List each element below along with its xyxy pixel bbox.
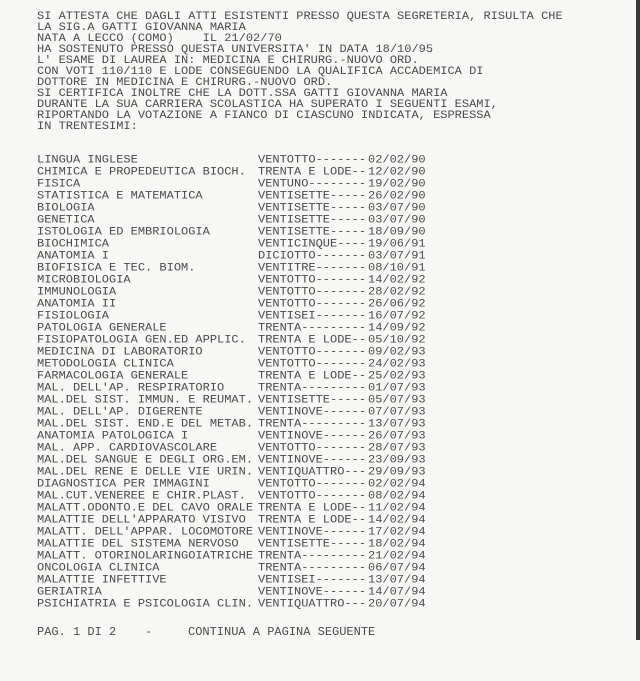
exam-grade: VENTOTTO------- bbox=[258, 357, 367, 371]
certificate-intro bbox=[37, 12, 563, 133]
exam-name: ISTOLOGIA ED EMBRIOLOGIA bbox=[37, 225, 210, 239]
intro-line: NATA A LECCO (COMO) IL 21/02/70 bbox=[37, 32, 282, 45]
intro-line: HA SOSTENUTO PRESSO QUESTA UNIVERSITA' IN DATA 18/10/95 bbox=[37, 43, 434, 56]
intro-line: LA SIG.A GATTI GIOVANNA MARIA bbox=[37, 21, 246, 34]
exam-date: 06/07/94 bbox=[368, 561, 426, 575]
exam-date: 28/07/93 bbox=[368, 441, 426, 455]
exam-grade: VENTISETTE----- bbox=[258, 225, 367, 239]
exam-grade: TRENTA--------- bbox=[258, 321, 367, 335]
exam-date: 26/07/93 bbox=[368, 429, 426, 443]
exam-date: 01/07/93 bbox=[368, 381, 426, 395]
intro-line: DURANTE LA SUA CARRIERA SCOLASTICA HA SUPERATO I SEGUENTI ESAMI, bbox=[37, 98, 498, 111]
exam-name: BIOLOGIA bbox=[37, 201, 95, 215]
exam-name: FISIOLOGIA bbox=[37, 309, 110, 323]
exam-name: MAL.DEL SANGUE E DEGLI ORG.EM. bbox=[37, 453, 254, 467]
exam-grade: VENTISETTE----- bbox=[258, 393, 367, 407]
exam-name: FISIOPATOLOGIA GEN.ED APPLIC. bbox=[37, 333, 246, 347]
exam-name: BIOCHIMICA bbox=[37, 237, 110, 251]
exam-grade: VENTINOVE------ bbox=[258, 525, 367, 539]
exam-grade: VENTISEI------- bbox=[258, 573, 367, 587]
exam-date: 13/07/94 bbox=[368, 573, 426, 587]
exam-name: MAL. DELL'AP. RESPIRATORIO bbox=[37, 381, 225, 395]
exam-grade: VENTOTTO------- bbox=[258, 345, 367, 359]
exam-grade: VENTINOVE------ bbox=[258, 585, 367, 599]
exam-grade: VENTISETTE----- bbox=[258, 189, 367, 203]
exam-date: 21/02/94 bbox=[368, 549, 426, 563]
exam-date: 20/07/94 bbox=[368, 597, 426, 611]
exam-date: 03/07/91 bbox=[368, 249, 426, 263]
exam-name: MAL.CUT.VENEREE E CHIR.PLAST. bbox=[37, 489, 246, 503]
exam-grade: VENTOTTO------- bbox=[258, 285, 367, 299]
exam-date: 14/07/94 bbox=[368, 585, 426, 599]
exam-name: GERIATRIA bbox=[37, 585, 102, 599]
exam-grade: VENTIQUATTRO--- bbox=[258, 597, 367, 611]
exam-grade: VENTOTTO------- bbox=[258, 153, 367, 167]
exam-date: 11/02/94 bbox=[368, 501, 426, 515]
exam-date: 07/07/93 bbox=[368, 405, 426, 419]
exam-grade: VENTINOVE------ bbox=[258, 453, 367, 467]
exam-grade: VENTOTTO------- bbox=[258, 273, 367, 287]
exam-name: MAL. DELL'AP. DIGERENTE bbox=[37, 405, 203, 419]
exam-name: METODOLOGIA CLINICA bbox=[37, 357, 174, 371]
exam-name: GENETICA bbox=[37, 213, 95, 227]
exam-grade: TRENTA E LODE-- bbox=[258, 513, 367, 527]
exam-name: PATOLOGIA GENERALE bbox=[37, 321, 167, 335]
exam-date: 05/07/93 bbox=[368, 393, 426, 407]
footer-dash: - bbox=[145, 625, 153, 639]
exam-grade: TRENTA E LODE-- bbox=[258, 501, 367, 515]
exam-grade: TRENTA E LODE-- bbox=[258, 333, 367, 347]
exam-date: 24/02/93 bbox=[368, 357, 426, 371]
exam-grade: VENTOTTO------- bbox=[258, 297, 367, 311]
exam-grade: TRENTA--------- bbox=[258, 549, 367, 563]
intro-line: L' ESAME DI LAUREA IN: MEDICINA E CHIRURG.-NUOVO ORD. bbox=[37, 54, 419, 67]
exam-date: 14/02/92 bbox=[368, 273, 426, 287]
intro-line: RIPORTANDO LA VOTAZIONE A FIANCO DI CIASCUNO INDICATA, ESPRESSA bbox=[37, 109, 491, 122]
exam-grade: VENTOTTO------- bbox=[258, 489, 367, 503]
exam-name: BIOFISICA E TEC. BIOM. bbox=[37, 261, 196, 275]
exam-grade: VENTINOVE------ bbox=[258, 405, 367, 419]
exam-grade: TRENTA E LODE-- bbox=[258, 165, 367, 179]
exam-date: 02/02/94 bbox=[368, 477, 426, 491]
exam-grade: TRENTA--------- bbox=[258, 381, 367, 395]
exam-name: MALATT. DELL'APPAR. LOCOMOTORE bbox=[37, 525, 254, 539]
exam-name: MEDICINA DI LABORATORIO bbox=[37, 345, 203, 359]
exam-date: 26/02/90 bbox=[368, 189, 426, 203]
exam-grade: VENTISETTE----- bbox=[258, 213, 367, 227]
exam-name: FARMACOLOGIA GENERALE bbox=[37, 369, 189, 383]
exam-date: 19/02/90 bbox=[368, 177, 426, 191]
exam-name: LINGUA INGLESE bbox=[37, 153, 138, 167]
exam-name: MALATTIE DEL SISTEMA NERVOSO bbox=[37, 537, 239, 551]
intro-line: SI ATTESTA CHE DAGLI ATTI ESISTENTI PRESSO QUESTA SEGRETERIA, RISULTA CHE bbox=[37, 10, 563, 23]
exam-name: ANATOMIA PATOLOGICA I bbox=[37, 429, 189, 443]
exam-grade: VENTUNO-------- bbox=[258, 177, 367, 191]
exam-name: MAL.DEL SIST. END.E DEL METAB. bbox=[37, 417, 254, 431]
exam-date: 05/10/92 bbox=[368, 333, 426, 347]
exam-name: IMMUNOLOGIA bbox=[37, 285, 117, 299]
exam-grade: VENTIQUATTRO--- bbox=[258, 465, 367, 479]
exam-date: 29/09/93 bbox=[368, 465, 426, 479]
exam-date: 14/09/92 bbox=[368, 321, 426, 335]
page-footer bbox=[37, 625, 376, 681]
exam-date: 03/07/90 bbox=[368, 201, 426, 215]
exam-name: DIAGNOSTICA PER IMMAGINI bbox=[37, 477, 210, 491]
exam-date: 26/06/92 bbox=[368, 297, 426, 311]
exam-grade: VENTOTTO------- bbox=[258, 441, 367, 455]
exam-grade: VENTOTTO------- bbox=[258, 477, 367, 491]
exam-date: 08/02/94 bbox=[368, 489, 426, 503]
exam-name: ANATOMIA I bbox=[37, 249, 110, 263]
exam-grade: VENTITRE------- bbox=[258, 261, 367, 275]
exam-date: 16/07/92 bbox=[368, 309, 426, 323]
exam-name: PSICHIATRIA E PSICOLOGIA CLIN. bbox=[37, 597, 254, 611]
intro-line: SI CERTIFICA INOLTRE CHE LA DOTT.SSA GATTI GIOVANNA MARIA bbox=[37, 87, 448, 100]
exam-date: 08/10/91 bbox=[368, 261, 426, 275]
exam-date: 02/02/90 bbox=[368, 153, 426, 167]
exam-grade: VENTISETTE----- bbox=[258, 201, 367, 215]
exam-date: 17/02/94 bbox=[368, 525, 426, 539]
exam-grade: TRENTA--------- bbox=[258, 417, 367, 431]
exam-date: 09/02/93 bbox=[368, 345, 426, 359]
exam-date: 25/02/93 bbox=[368, 369, 426, 383]
exam-name: MAL.DEL SIST. IMMUN. E REUMAT. bbox=[37, 393, 254, 407]
exam-date: 13/07/93 bbox=[368, 417, 426, 431]
exam-date: 12/02/90 bbox=[368, 165, 426, 179]
exam-name: STATISTICA E MATEMATICA bbox=[37, 189, 203, 203]
exam-date: 03/07/90 bbox=[368, 213, 426, 227]
exam-grade: VENTICINQUE---- bbox=[258, 237, 367, 251]
exam-name: MALATTIE INFETTIVE bbox=[37, 573, 167, 587]
exam-grade: TRENTA E LODE-- bbox=[258, 369, 367, 383]
exam-name: ONCOLOGIA CLINICA bbox=[37, 561, 160, 575]
exam-date: 23/09/93 bbox=[368, 453, 426, 467]
exam-name: ANATOMIA II bbox=[37, 297, 117, 311]
continue-note: CONTINUA A PAGINA SEGUENTE bbox=[188, 625, 376, 639]
exam-name: FISICA bbox=[37, 177, 81, 191]
exam-grade: VENTISEI------- bbox=[258, 309, 367, 323]
page-number: PAG. 1 DI 2 bbox=[37, 625, 117, 639]
scan-edge bbox=[636, 0, 640, 640]
intro-line: DOTTORE IN MEDICINA E CHIRURG.-NUOVO ORD. bbox=[37, 76, 333, 89]
exam-name: MAL. APP. CARDIOVASCOLARE bbox=[37, 441, 218, 455]
exam-date: 18/02/94 bbox=[368, 537, 426, 551]
exam-name: MALATT. OTORINOLARINGOIATRICHE bbox=[37, 549, 254, 563]
exam-grade: DICIOTTO------- bbox=[258, 249, 367, 263]
exam-name: MALATTIE DELL'APPARATO VISIVO bbox=[37, 513, 246, 527]
exam-name: CHIMICA E PROPEDEUTICA BIOCH. bbox=[37, 165, 246, 179]
exam-date: 19/06/91 bbox=[368, 237, 426, 251]
exam-name: MALATT.ODONTO.E DEL CAVO ORALE bbox=[37, 501, 254, 515]
intro-line: CON VOTI 110/110 E LODE CONSEGUENDO LA QUALIFICA ACCADEMICA DI bbox=[37, 65, 484, 78]
exam-date: 28/02/92 bbox=[368, 285, 426, 299]
intro-line: IN TRENTESIMI: bbox=[37, 120, 138, 133]
exam-grade: TRENTA--------- bbox=[258, 561, 367, 575]
exam-grade: VENTINOVE------ bbox=[258, 429, 367, 443]
exam-date: 18/09/90 bbox=[368, 225, 426, 239]
exam-name: MAL.DEL RENE E DELLE VIE URIN. bbox=[37, 465, 254, 479]
exam-name: MICROBIOLOGIA bbox=[37, 273, 131, 287]
exam-grade: VENTISETTE----- bbox=[258, 537, 367, 551]
exam-date: 14/02/94 bbox=[368, 513, 426, 527]
